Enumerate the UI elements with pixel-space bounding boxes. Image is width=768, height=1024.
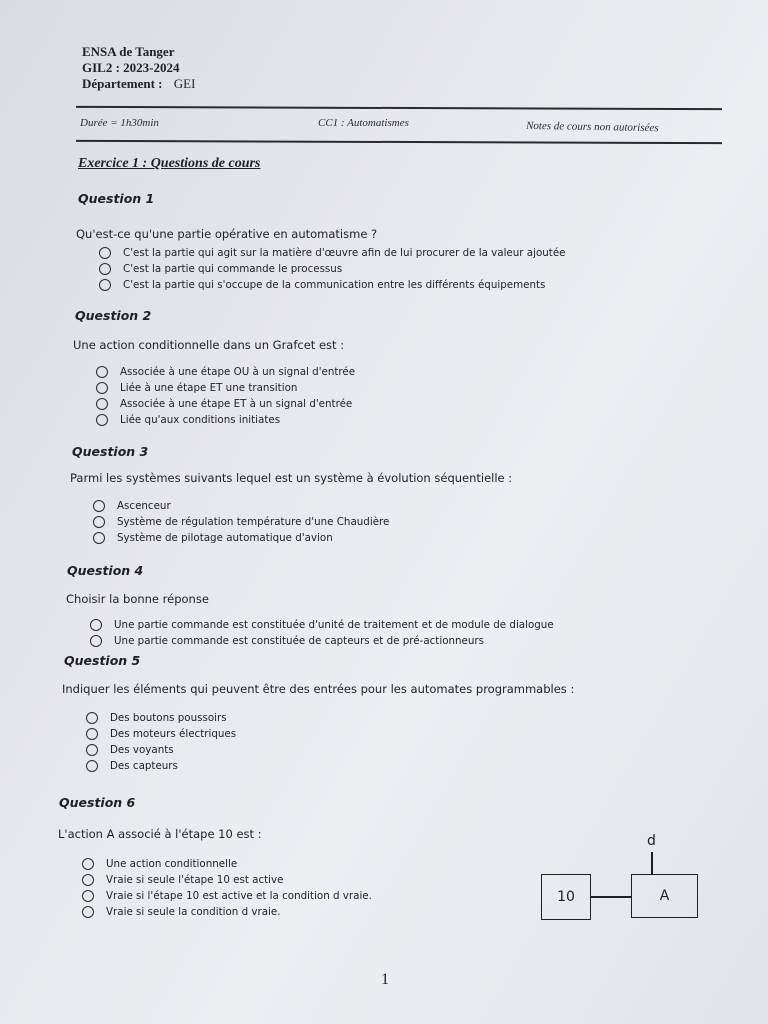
option-label: C'est la partie qui agit sur la matière d'œuvre afin de lui procurer de la valeur ajoutée <box>123 247 566 259</box>
radio-button[interactable] <box>82 906 94 918</box>
option-label: Associée à une étape ET à un signal d'entrée <box>120 398 353 410</box>
question-6-title: Question 6 <box>59 795 136 810</box>
option[interactable] <box>96 396 355 412</box>
option[interactable] <box>96 364 355 380</box>
question-3-prompt: Parmi les systèmes suivants lequel est un système à évolution séquentielle : <box>70 471 513 485</box>
option-label: Système de pilotage automatique d'avion <box>117 532 333 544</box>
question-2-prompt: Une action conditionnelle dans un Grafcet est : <box>73 338 345 352</box>
question-4-options <box>90 617 554 649</box>
question-6-options <box>82 856 372 920</box>
radio-button[interactable] <box>82 858 94 870</box>
header-top-rule <box>76 106 722 110</box>
option-label: Des capteurs <box>110 760 178 772</box>
radio-button[interactable] <box>93 532 105 544</box>
question-5-prompt: Indiquer les éléments qui peuvent être des entrées pour les automates programmables : <box>62 682 575 696</box>
radio-button[interactable] <box>99 247 111 259</box>
school-name: ENSA de Tanger <box>82 44 175 59</box>
question-2-title: Question 2 <box>75 308 152 323</box>
option-label: Liée qu'aux conditions initiates <box>120 414 281 426</box>
radio-button[interactable] <box>96 398 108 410</box>
option[interactable] <box>82 856 372 872</box>
option[interactable] <box>86 710 236 726</box>
option[interactable] <box>99 245 566 261</box>
option-label: Liée à une étape ET une transition <box>120 382 298 394</box>
option[interactable] <box>82 888 372 904</box>
option[interactable] <box>90 633 554 649</box>
department-value: GEI <box>173 76 196 91</box>
page-number: 1 <box>381 971 389 988</box>
option-label: Système de régulation température d'une Chaudière <box>117 516 390 528</box>
radio-button[interactable] <box>99 279 111 291</box>
option-label: Des voyants <box>110 744 174 756</box>
exam-notes: Notes de cours non autorisées <box>525 119 659 135</box>
option-label: Une action conditionnelle <box>106 858 238 870</box>
option[interactable] <box>86 726 236 742</box>
exam-subject: CC1 : Automatismes <box>318 117 409 129</box>
exam-duration: Durée = 1h30min <box>80 117 159 129</box>
radio-button[interactable] <box>93 516 105 528</box>
option[interactable] <box>90 617 554 633</box>
option-label: C'est la partie qui s'occupe de la communication entre les différents équipements <box>123 279 546 291</box>
question-1-title: Question 1 <box>78 191 155 206</box>
question-2-options <box>96 364 355 428</box>
question-3-title: Question 3 <box>72 444 149 459</box>
option-label: Associée à une étape OU à un signal d'entrée <box>120 366 356 378</box>
radio-button[interactable] <box>86 760 98 772</box>
option-label: C'est la partie qui commande le processus <box>123 263 343 275</box>
option[interactable] <box>86 742 236 758</box>
option-label: Des boutons poussoirs <box>110 712 227 724</box>
grafcet-step-box: 10 <box>541 874 591 920</box>
option-label: Des moteurs électriques <box>110 728 237 740</box>
option[interactable] <box>82 872 372 888</box>
option[interactable] <box>93 530 389 546</box>
option-label: Une partie commande est constituée de capteurs et de pré-actionneurs <box>114 635 485 647</box>
grafcet-action-box: A <box>631 874 698 918</box>
class-year: GIL2 : 2023-2024 <box>82 60 180 75</box>
option[interactable] <box>96 412 355 428</box>
question-5-title: Question 5 <box>64 653 141 668</box>
radio-button[interactable] <box>90 635 102 647</box>
step-action-link <box>591 896 631 898</box>
exercise-title: Exercice 1 : Questions de cours <box>78 156 261 171</box>
radio-button[interactable] <box>99 263 111 275</box>
question-3-options <box>93 498 389 546</box>
question-1-prompt: Qu'est-ce qu'une partie opérative en automatisme ? <box>76 227 378 241</box>
question-4-prompt: Choisir la bonne réponse <box>66 592 209 606</box>
option[interactable] <box>99 261 566 277</box>
radio-button[interactable] <box>86 712 98 724</box>
question-5-options <box>86 710 236 774</box>
option[interactable] <box>96 380 355 396</box>
radio-button[interactable] <box>82 890 94 902</box>
condition-line <box>651 852 653 874</box>
condition-label: d <box>647 833 656 849</box>
option-label: Ascenceur <box>117 500 171 512</box>
option[interactable] <box>93 498 389 514</box>
department-label <box>82 76 195 91</box>
option-label: Une partie commande est constituée d'unité de traitement et de module de dialogue <box>114 619 554 631</box>
radio-button[interactable] <box>90 619 102 631</box>
department-text: Département : <box>82 76 163 91</box>
radio-button[interactable] <box>96 382 108 394</box>
option[interactable] <box>93 514 389 530</box>
question-6-prompt: L'action A associé à l'étape 10 est : <box>58 827 262 841</box>
radio-button[interactable] <box>82 874 94 886</box>
option-label: Vraie si seule l'étape 10 est active <box>106 874 284 886</box>
header-bottom-rule <box>76 140 722 144</box>
radio-button[interactable] <box>96 414 108 426</box>
option-label: Vraie si l'étape 10 est active et la condition d vraie. <box>106 890 372 902</box>
question-4-title: Question 4 <box>67 563 144 578</box>
radio-button[interactable] <box>86 728 98 740</box>
option[interactable] <box>99 277 566 293</box>
question-1-options <box>99 245 566 293</box>
option-label: Vraie si seule la condition d vraie. <box>106 906 281 918</box>
radio-button[interactable] <box>86 744 98 756</box>
option[interactable] <box>86 758 236 774</box>
option[interactable] <box>82 904 372 920</box>
radio-button[interactable] <box>93 500 105 512</box>
radio-button[interactable] <box>96 366 108 378</box>
